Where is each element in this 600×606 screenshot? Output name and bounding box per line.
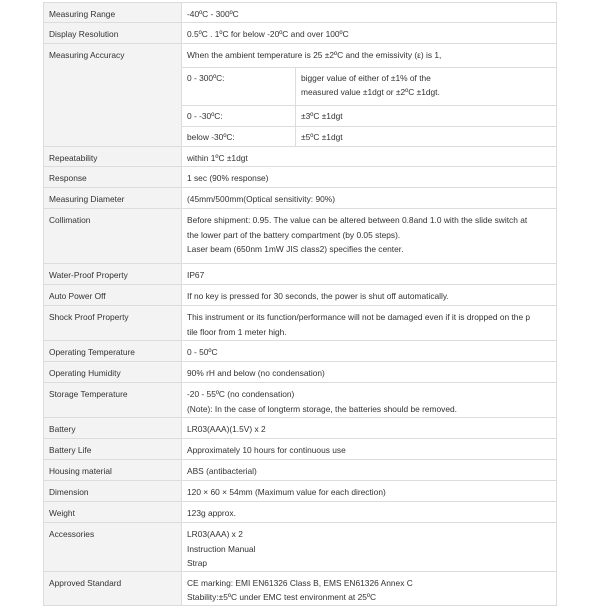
accuracy-value [296, 126, 557, 146]
spec-value [182, 439, 557, 460]
spec-value-line: (45mm/500mm(Optical sensitivity: 90%) [187, 194, 335, 205]
spec-value [182, 481, 557, 502]
spec-value-line: Laser beam (650nm 1mW JIS class2) specifies the center. [187, 244, 404, 255]
spec-row [44, 147, 557, 167]
spec-value-line: 123g approx. [187, 508, 236, 519]
spec-label: Repeatability [44, 147, 182, 167]
spec-value-line: the lower part of the battery compartment (by 0.05 steps). [187, 229, 401, 240]
spec-label: Water-Proof Property [44, 264, 182, 285]
accuracy-range: 0 - -30ºC: [182, 105, 296, 126]
spec-label: Battery Life [44, 439, 182, 460]
spec-value-line: IP67 [187, 270, 205, 281]
spec-label: Measuring Range [44, 3, 182, 23]
accuracy-subrow [182, 126, 556, 146]
spec-value [182, 264, 557, 285]
accuracy-value-line: ±3ºC ±1dgt [301, 110, 343, 121]
accuracy-range: below -30ºC: [182, 126, 296, 146]
accuracy-subrow [182, 105, 556, 126]
spec-value [182, 502, 557, 523]
spec-value-line: 1 sec (90% response) [187, 173, 269, 184]
spec-value [182, 383, 557, 418]
spec-row [44, 383, 557, 418]
spec-value-line: (Note): In the case of longterm storage, the batteries should be removed. [187, 403, 458, 414]
accuracy-value-line: ±5ºC ±1dgt [301, 131, 343, 142]
spec-value [182, 418, 557, 439]
spec-value-line: CE marking: EMI EN61326 Class B, EMS EN61326 Annex C [187, 577, 413, 588]
spec-value-line: ABS (antibacterial) [187, 466, 257, 477]
spec-value [182, 3, 557, 23]
spec-row [44, 439, 557, 460]
spec-value [182, 44, 557, 147]
spec-value-line: LR03(AAA) x 2 [187, 529, 243, 540]
spec-value-line: Strap [187, 558, 208, 569]
spec-label: Accessories [44, 523, 182, 572]
spec-row [44, 209, 557, 264]
spec-label: Response [44, 167, 182, 188]
spec-value-line: -20 - 55ºC (no condensation) [187, 389, 295, 400]
spec-value-line: tile floor from 1 meter high. [187, 326, 287, 337]
spec-label: Measuring Diameter [44, 188, 182, 209]
spec-row [44, 523, 557, 572]
spec-value-line: If no key is pressed for 30 seconds, the power is shut off automatically. [187, 291, 449, 302]
spec-row [44, 306, 557, 341]
spec-value-line: 0 - 50ºC [187, 347, 218, 358]
spec-label: Weight [44, 502, 182, 523]
spec-row [44, 341, 557, 362]
spec-row [44, 571, 557, 605]
accuracy-subtable [182, 67, 556, 147]
spec-row [44, 264, 557, 285]
accuracy-value-line: measured value ±1dgt or ±2ºC ±1dgt. [301, 87, 440, 98]
spec-label: Auto Power Off [44, 285, 182, 306]
spec-table-body [44, 3, 557, 606]
spec-value [182, 523, 557, 572]
spec-label: Storage Temperature [44, 383, 182, 418]
spec-value-line: This instrument or its function/performance will not be damaged even if it is dropped on the p [187, 312, 531, 323]
spec-value-line: Instruction Manual [187, 543, 256, 554]
spec-value [182, 23, 557, 44]
spec-table [43, 2, 557, 606]
spec-value [182, 571, 557, 605]
spec-value [182, 188, 557, 209]
spec-row [44, 3, 557, 23]
spec-label: Collimation [44, 209, 182, 264]
accuracy-value [296, 67, 557, 105]
spec-value [182, 362, 557, 383]
spec-label: Approved Standard [44, 571, 182, 605]
spec-value [182, 460, 557, 481]
spec-value-line: 90% rH and below (no condensation) [187, 368, 325, 379]
spec-label: Dimension [44, 481, 182, 502]
spec-row [44, 44, 557, 147]
spec-value-line: Stability:±5ºC under EMC test environment at 25ºC [187, 592, 376, 603]
spec-value-line: Before shipment: 0.95. The value can be altered between 0.8and 1.0 with the slide switch at [187, 215, 528, 226]
spec-row [44, 460, 557, 481]
spec-value [182, 341, 557, 362]
spec-row [44, 362, 557, 383]
spec-value [182, 147, 557, 167]
accuracy-range: 0 - 300ºC: [182, 67, 296, 105]
spec-row [44, 481, 557, 502]
spec-label: Display Resolution [44, 23, 182, 44]
accuracy-value-line: bigger value of either of ±1% of the [301, 72, 431, 83]
spec-label: Operating Temperature [44, 341, 182, 362]
spec-row [44, 167, 557, 188]
spec-value [182, 285, 557, 306]
spec-row [44, 502, 557, 523]
spec-value-line: Approximately 10 hours for continuous use [187, 445, 346, 456]
spec-value-line: 120 × 60 × 54mm (Maximum value for each direction) [187, 487, 386, 498]
spec-row [44, 285, 557, 306]
spec-value-line: 0.5ºC . 1ºC for below -20ºC and over 100ºC [187, 29, 349, 39]
spec-value-intro: When the ambient temperature is 25 ±2ºC and the emissivity (ε) is 1, [187, 50, 442, 60]
spec-value [182, 209, 557, 264]
spec-value-line: within 1ºC ±1dgt [187, 153, 248, 164]
spec-label: Housing material [44, 460, 182, 481]
accuracy-value [296, 105, 557, 126]
spec-label: Operating Humidity [44, 362, 182, 383]
spec-value [182, 167, 557, 188]
spec-row [44, 418, 557, 439]
spec-value-line: LR03(AAA)(1.5V) x 2 [187, 424, 266, 435]
spec-label: Battery [44, 418, 182, 439]
spec-row [44, 23, 557, 44]
spec-label: Shock Proof Property [44, 306, 182, 341]
spec-value-line: -40ºC - 300ºC [187, 9, 239, 19]
spec-label: Measuring Accuracy [44, 44, 182, 147]
spec-value [182, 306, 557, 341]
spec-row [44, 188, 557, 209]
accuracy-subrow [182, 67, 556, 105]
